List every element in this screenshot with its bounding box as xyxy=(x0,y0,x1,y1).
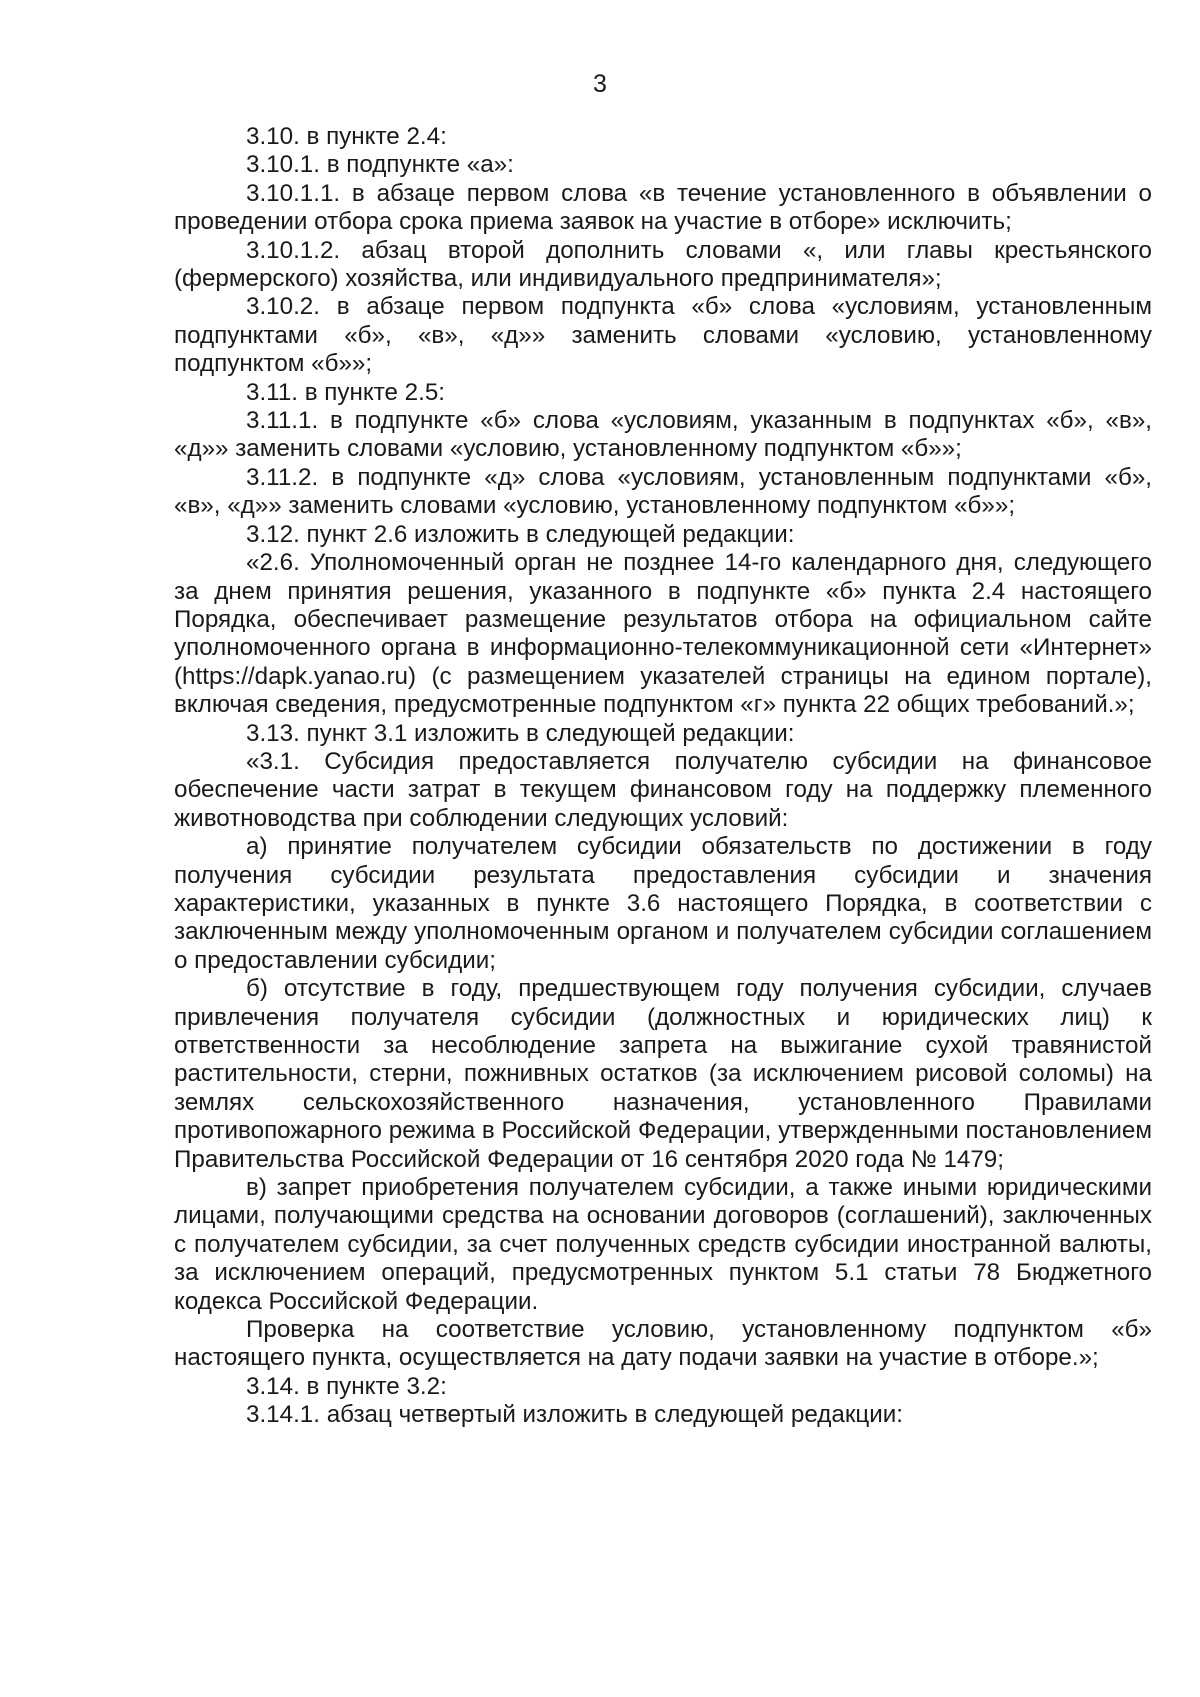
paragraph-3-10: 3.10. в пункте 2.4: xyxy=(246,123,447,150)
document-body xyxy=(174,123,1152,1430)
paragraph-condition-a: а) принятие получателем субсидии обязательств по достижении в году получения субсидии результата предоставления субсидии и значения характеристики, указанных в пункте 3.6 настоящего Порядка, в соответствии с заключенным между уполномоченным органом и получателем субсидии соглашением о предоставлении субсидии; xyxy=(174,833,1152,974)
paragraph-3-14: 3.14. в пункте 3.2: xyxy=(246,1372,447,1400)
paragraph-3-10-2: 3.10.2. в абзаце первом подпункта «б» слова «условиям, установленным подпунктами «б», «в», «д»» заменить словами «условию, установленному подпунктом «б»»; xyxy=(174,293,1152,378)
paragraph-condition-b: б) отсутствие в году, предшествующем году получения субсидии, случаев привлечения получателя субсидии (должностных и юридических лиц) к ответственности за несоблюдение запрета на выжигание сухой травянистой растительности, стерни, пожнивных остатков (за исключением рисовой соломы) на землях сельскохозяйственного назначения, установленного Правилами противопожарного режима в Российской Федерации, утвержденными постановлением Правительства Российской Федерации от 16 сентября 2020 года № 1479; xyxy=(174,975,1152,1173)
paragraph-3-14-1: 3.14.1. абзац четвертый изложить в следующей редакции: xyxy=(246,1401,904,1429)
paragraph-3-11: 3.11. в пункте 2.5: xyxy=(246,378,446,406)
paragraph-3-12: 3.12. пункт 2.6 изложить в следующей редакции: xyxy=(246,520,795,548)
paragraph-verification: Проверка на соответствие условию, установленному подпунктом «б» настоящего пункта, осуществляется на дату подачи заявки на участие в отборе.»; xyxy=(174,1316,1152,1372)
paragraph-3-10-1: 3.10.1. в подпункте «а»: xyxy=(246,151,514,179)
paragraph-3-1-text: «3.1. Субсидия предоставляется получателю субсидии на финансовое обеспечение части затрат в текущем финансовом году на поддержку племенного животноводства при соблюдении следующих условий: xyxy=(174,747,1152,832)
paragraph-3-10-1-1: 3.10.1.1. в абзаце первом слова «в течение установленного в объявлении о проведении отбора срока приема заявок на участие в отборе» исключить; xyxy=(174,179,1152,236)
paragraph-condition-v: в) запрет приобретения получателем субсидии, а также иными юридическими лицами, получающими средства на основании договоров (соглашений), заключенных с получателем субсидии, за счет полученных средств субсидии иностранной валюты, за исключением операций, предусмотренных пунктом 5.1 статьи 78 Бюджетного кодекса Российской Федерации. xyxy=(174,1174,1152,1315)
paragraph-3-13: 3.13. пункт 3.1 изложить в следующей редакции: xyxy=(246,719,795,747)
paragraph-3-11-1: 3.11.1. в подпункте «б» слова «условиям, указанным в подпунктах «б», «в», «д»» заменить словами «условию, установленному подпунктом «б»»; xyxy=(174,407,1152,463)
paragraph-3-10-1-2: 3.10.1.2. абзац второй дополнить словами «, или главы крестьянского (фермерского) хозяйства, или индивидуального предпринимателя»; xyxy=(174,236,1152,293)
paragraph-2-6-text: «2.6. Уполномоченный орган не позднее 14-го календарного дня, следующего за днем принятия решения, указанного в подпункте «б» пункта 2.4 настоящего Порядка, обеспечивает размещение результатов отбора на официальном сайте уполномоченного органа в информационно-телекоммуникационной сети «Интернет» (https://dapk.yanao.ru) (с размещением указателей страницы на едином портале), включая сведения, предусмотренные подпунктом «г» пункта 22 общих требований.»; xyxy=(174,549,1152,719)
page-number: 3 xyxy=(593,70,607,98)
paragraph-3-11-2: 3.11.2. в подпункте «д» слова «условиям, установленным подпунктами «б», «в», «д»» заменить словами «условию, установленному подпунктом «б»»; xyxy=(174,463,1152,520)
